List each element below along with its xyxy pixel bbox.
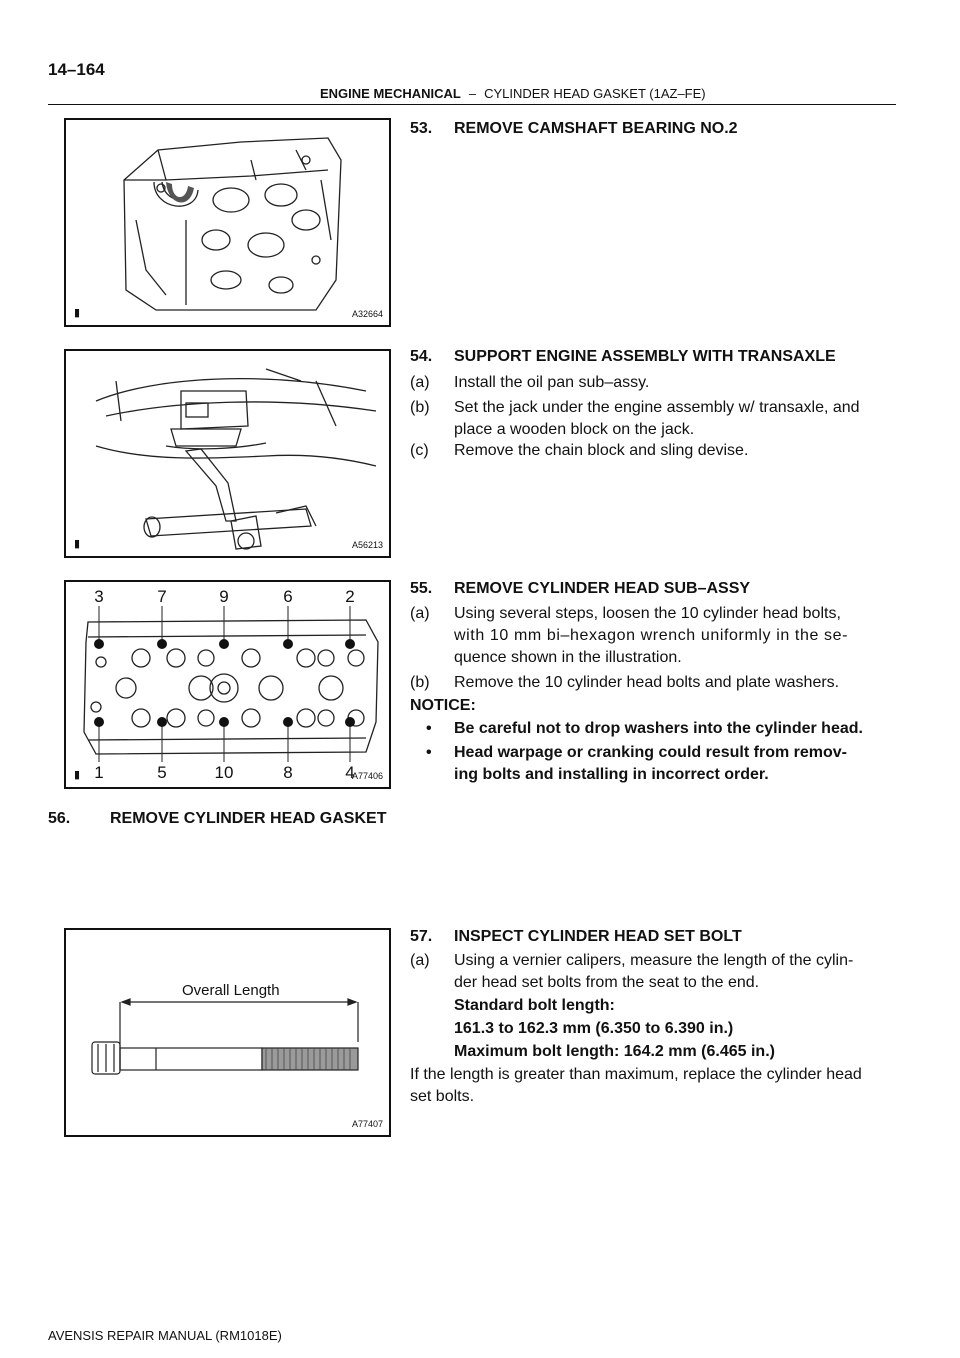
page-header xyxy=(320,86,706,101)
bottom-bolt-dot xyxy=(94,717,104,727)
sub-text: Remove the chain block and sling devise. xyxy=(454,442,749,459)
notice-text-line2: ing bolts and installing in incorrect order. xyxy=(454,766,769,783)
step-57 xyxy=(410,926,742,948)
standard-length-label: Standard bolt length: xyxy=(454,997,615,1014)
top-sequence-number: 6 xyxy=(283,587,293,606)
sub-label: (b) xyxy=(410,399,430,416)
sub-label: (b) xyxy=(410,674,430,691)
sub-text-line1: Using several steps, loosen the 10 cylinder head bolts, xyxy=(454,605,841,622)
top-bolt-dot xyxy=(94,639,104,649)
step-title: REMOVE CYLINDER HEAD SUB–ASSY xyxy=(454,580,751,597)
header-separator: – xyxy=(468,86,477,101)
bullet-icon: • xyxy=(426,720,432,737)
notice-item-2 xyxy=(410,742,910,786)
step-54-a xyxy=(410,372,900,394)
figure-bolt-length xyxy=(64,928,391,1137)
bottom-bolt-dot xyxy=(283,717,293,727)
top-sequence-number: 2 xyxy=(345,587,355,606)
notice-heading: NOTICE: xyxy=(410,697,476,714)
sub-text-line2: with 10 mm bi–hexagon wrench uniformly in the se- xyxy=(454,627,849,644)
top-bolt-dot xyxy=(345,639,355,649)
top-sequence-number: 3 xyxy=(94,587,104,606)
bottom-bolt-dot xyxy=(157,717,167,727)
step-number: 55. xyxy=(410,580,433,597)
step-55-b xyxy=(410,672,900,694)
sub-text: Remove the 10 cylinder head bolts and plate washers. xyxy=(454,674,840,691)
footer-manual-title: AVENSIS REPAIR MANUAL (RM1018E) xyxy=(48,1328,282,1343)
header-subsection: CYLINDER HEAD GASKET (1AZ–FE) xyxy=(484,86,706,101)
overall-length-label: Overall Length xyxy=(182,982,280,999)
camshaft-bearing-illustration xyxy=(66,120,389,325)
figure-code: A77407 xyxy=(351,1119,383,1129)
step-55 xyxy=(410,578,750,600)
figure-code: A77406 xyxy=(351,771,383,781)
figure-marker-icon: ▮ xyxy=(74,307,81,319)
step-55-a xyxy=(410,603,900,669)
bottom-bolt-dot xyxy=(345,717,355,727)
step-57-a xyxy=(410,950,910,994)
standard-length-value: 161.3 to 162.3 mm (6.350 to 6.390 in.) xyxy=(454,1020,734,1037)
bottom-sequence-number: 8 xyxy=(283,763,293,782)
figure-camshaft-bearing xyxy=(64,118,391,327)
bottom-bolt-dot xyxy=(219,717,229,727)
sub-label: (a) xyxy=(410,374,430,391)
figure-code: A56213 xyxy=(351,540,383,550)
page-number: 14–164 xyxy=(48,60,105,79)
bolt-top-group xyxy=(94,587,355,649)
step-number: 56. xyxy=(48,810,71,827)
maximum-length: Maximum bolt length: 164.2 mm (6.465 in.) xyxy=(454,1043,775,1060)
bullet-icon: • xyxy=(426,744,432,761)
step-number: 54. xyxy=(410,348,433,365)
bolt-bottom-group xyxy=(94,717,355,782)
figure-marker-icon: ▮ xyxy=(74,538,81,550)
notice-text: Be careful not to drop washers into the cylinder head. xyxy=(454,720,863,737)
step-53 xyxy=(410,118,738,140)
sub-text-line2: place a wooden block on the jack. xyxy=(454,421,695,438)
top-bolt-dot xyxy=(157,639,167,649)
top-sequence-number: 9 xyxy=(219,587,229,606)
step-56 xyxy=(48,808,386,830)
top-bolt-dot xyxy=(283,639,293,649)
bottom-sequence-number: 10 xyxy=(214,763,234,782)
figure-code: A32664 xyxy=(351,309,383,319)
step-title: REMOVE CYLINDER HEAD GASKET xyxy=(110,810,387,827)
figure-jack-support xyxy=(64,349,391,558)
figure-bolt-sequence xyxy=(64,580,391,789)
jack-support-illustration xyxy=(66,351,389,556)
bottom-sequence-number: 1 xyxy=(94,763,104,782)
notice-text-line1: Head warpage or cranking could result from remov- xyxy=(454,744,847,761)
step-title: SUPPORT ENGINE ASSEMBLY WITH TRANSAXLE xyxy=(454,348,836,365)
bottom-sequence-number: 4 xyxy=(345,763,355,782)
replace-note-line2: set bolts. xyxy=(410,1088,475,1105)
step-number: 53. xyxy=(410,120,433,137)
replace-note-line1: If the length is greater than maximum, replace the cylinder head xyxy=(410,1066,862,1083)
sub-label: (a) xyxy=(410,952,430,969)
step-54 xyxy=(410,346,836,368)
figure-marker-icon: ▮ xyxy=(74,769,81,781)
step-54-b xyxy=(410,397,900,441)
top-sequence-number: 7 xyxy=(157,587,167,606)
sub-text-line3: quence shown in the illustration. xyxy=(454,649,682,666)
sub-text-line2: der head set bolts from the seat to the end. xyxy=(454,974,760,991)
header-rule xyxy=(48,104,896,105)
step-54-c xyxy=(410,440,900,462)
top-bolt-dot xyxy=(219,639,229,649)
bolt-sequence-illustration xyxy=(66,582,389,787)
sub-label: (a) xyxy=(410,605,430,622)
notice-item-1 xyxy=(410,718,910,740)
sub-label: (c) xyxy=(410,442,429,459)
bolt-length-illustration xyxy=(66,930,389,1135)
step-title: REMOVE CAMSHAFT BEARING NO.2 xyxy=(454,120,738,137)
bottom-sequence-number: 5 xyxy=(157,763,167,782)
sub-text-line1: Set the jack under the engine assembly w/ transaxle, and xyxy=(454,399,860,416)
step-number: 57. xyxy=(410,928,433,945)
sub-text-line1: Using a vernier calipers, measure the length of the cylin- xyxy=(454,952,854,969)
header-section: ENGINE MECHANICAL xyxy=(320,86,461,101)
step-title: INSPECT CYLINDER HEAD SET BOLT xyxy=(454,928,742,945)
sub-text: Install the oil pan sub–assy. xyxy=(454,374,650,391)
